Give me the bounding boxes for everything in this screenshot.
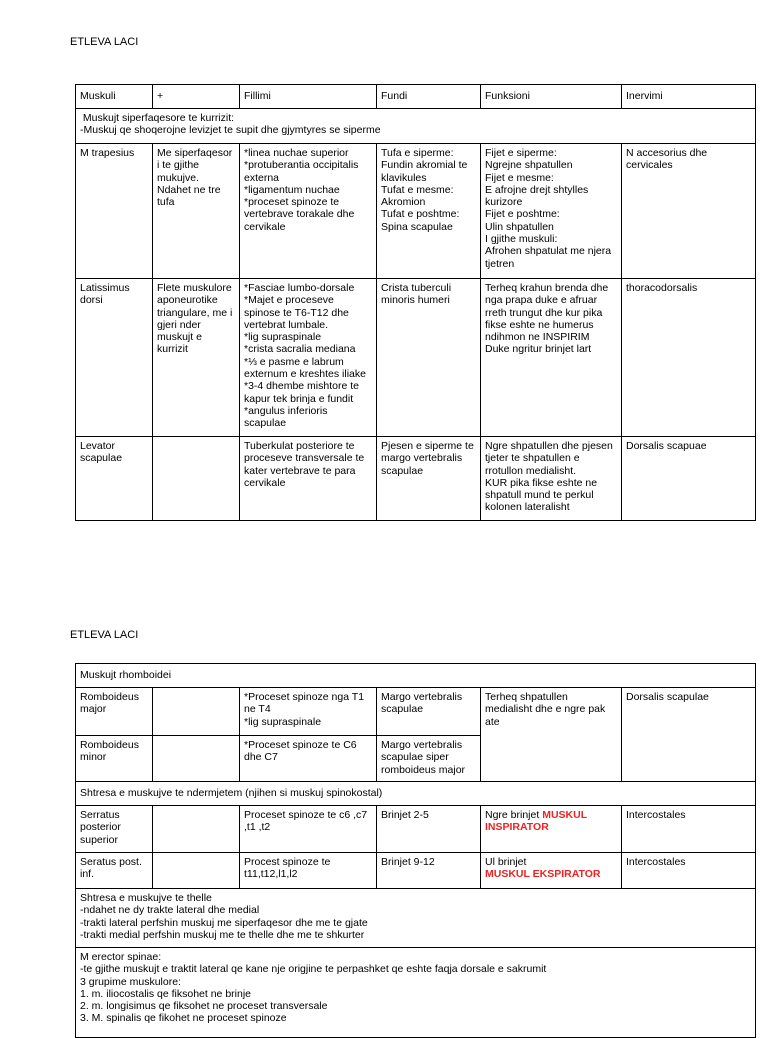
text-line: *crista sacralia mediana bbox=[244, 343, 356, 356]
text-line: dhe C7 bbox=[244, 751, 278, 764]
text-line: Pjesen e siperme te bbox=[381, 440, 474, 452]
funksioni-text: Ngre brinjet bbox=[485, 809, 543, 821]
text-line: Levator bbox=[80, 440, 116, 452]
text-line: inf. bbox=[80, 868, 95, 881]
col-header: Funksioni bbox=[481, 85, 622, 109]
section-row bbox=[76, 948, 756, 1038]
text-line: tufa bbox=[157, 196, 175, 209]
text-line: 2. m. longisimus qe fiksohet ne proceset transversale bbox=[80, 1000, 328, 1013]
cell-fundi bbox=[377, 853, 481, 889]
text-line: Tufat e poshtme: bbox=[381, 208, 460, 221]
text-line: proceseve transversale te bbox=[244, 452, 365, 465]
table-row bbox=[76, 144, 756, 279]
table-header-row bbox=[76, 85, 756, 109]
cell-inervimi bbox=[622, 144, 756, 279]
text-line: Flete muskulore bbox=[157, 282, 232, 294]
text-line: *ligamentum nuchae bbox=[244, 183, 340, 196]
section-row bbox=[76, 664, 756, 688]
text-line: *linea nuchae superior bbox=[244, 147, 349, 159]
col-header: Muskuli bbox=[76, 85, 153, 109]
cell-fillimi bbox=[240, 853, 377, 889]
text-line: Fijet e mesme: bbox=[485, 171, 554, 184]
text-line: Akromion bbox=[381, 196, 426, 209]
text-line: Fijet e siperme: bbox=[485, 147, 557, 159]
text-line: M erector spinae: bbox=[80, 951, 162, 963]
col-header: + bbox=[153, 85, 240, 109]
text-line: muskujt e bbox=[157, 331, 202, 344]
text-line: -trakti medial perfshin muskuj me te thelle dhe me te shkurter bbox=[80, 928, 365, 941]
section-cell: Muskujt rhomboidei bbox=[76, 664, 756, 688]
text-line: Intercostales bbox=[626, 856, 686, 868]
text-line: gjeri nder bbox=[157, 318, 201, 331]
table-row bbox=[76, 437, 756, 521]
text-line: minor bbox=[80, 751, 107, 764]
cell-plus bbox=[153, 853, 240, 889]
page-header-2: ETLEVA LACI bbox=[70, 629, 139, 641]
text-line: Ngre shpatullen dhe pjesen bbox=[485, 440, 613, 452]
cell-fillimi bbox=[240, 806, 377, 853]
text-line: kurizore bbox=[485, 196, 523, 209]
cell-fundi bbox=[377, 806, 481, 853]
text-line: mukujve. bbox=[157, 171, 200, 184]
text-line: minoris humeri bbox=[381, 294, 450, 307]
text-line: externa bbox=[244, 171, 280, 184]
text-line: scapulae bbox=[244, 417, 287, 430]
cell-muskuli bbox=[76, 144, 153, 279]
cell-muskuli bbox=[76, 279, 153, 437]
text-line: spinose te T6-T12 dhe bbox=[244, 306, 349, 319]
text-line: posterior bbox=[80, 821, 121, 834]
text-line: ne T4 bbox=[244, 703, 271, 716]
text-line: E afrojne drejt shtylles bbox=[485, 183, 589, 196]
text-line: *Majet e proceseve bbox=[244, 294, 334, 307]
text-line: fikse eshte ne humerus bbox=[485, 318, 594, 331]
text-line: rrotullon medialisht. bbox=[485, 464, 577, 477]
cell-fillimi bbox=[240, 144, 377, 279]
section-row bbox=[76, 109, 756, 144]
text-line: vertebrave torakale dhe bbox=[244, 208, 355, 221]
cell-fillimi bbox=[240, 437, 377, 521]
text-line: kater vertebrave te para bbox=[244, 464, 356, 477]
text-line: Dorsalis scapulae bbox=[626, 691, 709, 703]
section-cell bbox=[76, 889, 756, 948]
text-line: nga prapa duke e afruar bbox=[485, 294, 598, 307]
section-row bbox=[76, 889, 756, 948]
cell-inervimi bbox=[622, 437, 756, 521]
text-line: Muskujt siperfaqesore te kurrizit: bbox=[80, 112, 235, 124]
muscle-table-2 bbox=[75, 663, 756, 1038]
text-line: rreth trungut dhe kur pika bbox=[485, 306, 603, 319]
text-line: Tufa e siperme: bbox=[381, 147, 454, 159]
text-line: *lig supraspinale bbox=[244, 715, 322, 728]
text-line: *proceset spinoze te bbox=[244, 196, 340, 209]
text-line: Romboideus bbox=[80, 691, 139, 703]
text-line: scapulae bbox=[381, 464, 424, 477]
text-line: *3-4 dhembe mishtore te bbox=[244, 380, 359, 393]
cell-fillimi bbox=[240, 688, 377, 736]
col-header: Fillimi bbox=[240, 85, 377, 109]
text-line: Duke ngritur brinjet lart bbox=[485, 343, 592, 356]
col-header: Inervimi bbox=[622, 85, 756, 109]
text-line: Brinjet 9-12 bbox=[381, 856, 435, 868]
text-line: superior bbox=[80, 833, 118, 846]
cell-funksioni bbox=[481, 806, 622, 853]
table-row bbox=[76, 806, 756, 853]
cell-muskuli bbox=[76, 853, 153, 889]
text-line: i te gjithe bbox=[157, 159, 200, 172]
text-line: shpatull mund te perkul bbox=[485, 489, 594, 502]
cell-plus bbox=[153, 279, 240, 437]
cell-muskuli bbox=[76, 437, 153, 521]
text-line: Fijet e poshtme: bbox=[485, 208, 560, 221]
text-line: kapur tek brinja e fundit bbox=[244, 392, 354, 405]
text-line: t11,t12,l1,l2 bbox=[244, 868, 298, 881]
text-line: ndihmon ne INSPIRIM bbox=[485, 331, 590, 344]
text-line: kolonen lateralisht bbox=[485, 501, 570, 514]
ekspirator-label: MUSKUL EKSPIRATOR bbox=[485, 868, 601, 881]
text-line: scapulae siper bbox=[381, 751, 449, 764]
cell-fundi bbox=[377, 144, 481, 279]
text-line: *Fasciae lumbo-dorsale bbox=[244, 282, 355, 294]
funksioni-text: Ul brinjet bbox=[485, 856, 527, 868]
text-line: 1. m. iliocostalis qe fiksohet ne brinje bbox=[80, 987, 251, 1000]
text-line: M trapesius bbox=[80, 147, 135, 159]
section-row bbox=[76, 782, 756, 806]
text-line: scapulae bbox=[381, 703, 424, 716]
text-line: *⅓ e pasme e labrum bbox=[244, 355, 344, 368]
cell-fundi bbox=[377, 736, 481, 782]
text-line: Fundin akromial te bbox=[381, 159, 468, 172]
text-line: Ngrejne shpatullen bbox=[485, 159, 573, 172]
text-line: kurrizit bbox=[157, 343, 188, 356]
text-line: externum e kreshtes iliake bbox=[244, 368, 366, 381]
text-line: margo vertebralis bbox=[381, 452, 463, 465]
text-line: triangulare, me i bbox=[157, 306, 233, 319]
text-line: Serratus bbox=[80, 809, 120, 821]
text-line: I gjithe muskuli: bbox=[485, 233, 558, 246]
text-line: -Muskuj qe shoqerojne levizjet te supit dhe gjymtyres se siperme bbox=[80, 124, 381, 137]
text-line: *Proceset spinoze nga T1 bbox=[244, 691, 365, 703]
text-line: cervicales bbox=[626, 159, 673, 172]
text-line: tjeter te shpatullen e bbox=[485, 452, 580, 465]
text-line: medialisht dhe e ngre pak bbox=[485, 703, 606, 716]
text-line: Intercostales bbox=[626, 809, 686, 821]
cell-plus bbox=[153, 688, 240, 736]
cell-funksioni bbox=[481, 688, 622, 782]
cell-inervimi bbox=[622, 853, 756, 889]
section-cell bbox=[76, 109, 756, 144]
text-line: aponeurotike bbox=[157, 294, 218, 307]
text-line: Afrohen shpatulat me njera bbox=[485, 245, 612, 258]
cell-funksioni bbox=[481, 279, 622, 437]
text-line: thoracodorsalis bbox=[626, 282, 698, 294]
cell-fillimi bbox=[240, 279, 377, 437]
cell-inervimi bbox=[622, 688, 756, 782]
cell-fundi bbox=[377, 688, 481, 736]
text-line: Procest spinoze te bbox=[244, 856, 331, 868]
text-line: Proceset spinoze te c6 ,c7 bbox=[244, 809, 368, 821]
text-line: Seratus post. bbox=[80, 856, 142, 868]
inspirator-label: MUSKUL INSPIRATOR bbox=[485, 809, 587, 834]
text-line: Margo vertebralis bbox=[381, 691, 463, 703]
cell-funksioni bbox=[481, 853, 622, 889]
text-line: Tufat e mesme: bbox=[381, 183, 454, 196]
text-line: klavikules bbox=[381, 171, 427, 184]
text-line: *Proceset spinoze te C6 bbox=[244, 739, 357, 751]
cell-muskuli bbox=[76, 806, 153, 853]
text-line: -te gjithe muskujt e traktit lateral qe kane nje origjine te perpashket qe eshte faqja dorsale e sakrumit bbox=[80, 963, 547, 976]
cell-plus bbox=[153, 144, 240, 279]
cell-fundi bbox=[377, 279, 481, 437]
text-line: ,t1 ,t2 bbox=[244, 821, 271, 834]
section-cell bbox=[76, 948, 756, 1038]
text-line: cervikale bbox=[244, 476, 286, 489]
page-header-1: ETLEVA LACI bbox=[70, 36, 139, 48]
text-line: Romboideus bbox=[80, 739, 139, 751]
text-line: cervikale bbox=[244, 220, 286, 233]
text-line: Latissimus bbox=[80, 282, 130, 294]
text-line: Brinjet 2-5 bbox=[381, 809, 429, 821]
text-line: Terheq shpatullen bbox=[485, 691, 568, 703]
text-line: Tuberkulat posteriore te bbox=[244, 440, 355, 452]
text-line: N accesorius dhe bbox=[626, 147, 708, 159]
cell-plus bbox=[153, 437, 240, 521]
cell-fillimi bbox=[240, 736, 377, 782]
section-cell: Shtresa e muskujve te ndermjetem (njihen si muskuj spinokostal) bbox=[76, 782, 756, 806]
text-line: Spina scapulae bbox=[381, 220, 453, 233]
cell-inervimi bbox=[622, 806, 756, 853]
text-line: Dorsalis scapuae bbox=[626, 440, 707, 452]
text-line: KUR pika fikse eshte ne bbox=[485, 476, 598, 489]
text-line: 3 grupime muskulore: bbox=[80, 975, 181, 988]
col-header: Fundi bbox=[377, 85, 481, 109]
text-line: Crista tuberculi bbox=[381, 282, 452, 294]
text-line: vertebrat lumbale. bbox=[244, 318, 329, 331]
cell-muskuli bbox=[76, 736, 153, 782]
text-line: tjetren bbox=[485, 257, 515, 270]
cell-muskuli bbox=[76, 688, 153, 736]
text-line: major bbox=[80, 703, 107, 716]
cell-inervimi bbox=[622, 279, 756, 437]
table-row bbox=[76, 279, 756, 437]
text-line: Me siperfaqesor bbox=[157, 147, 233, 159]
text-line: *angulus inferioris bbox=[244, 404, 328, 417]
text-line: ate bbox=[485, 715, 500, 728]
text-line: Margo vertebralis bbox=[381, 739, 463, 751]
text-line: dorsi bbox=[80, 294, 103, 307]
text-line: Terheq krahun brenda dhe bbox=[485, 282, 609, 294]
text-line: scapulae bbox=[80, 452, 123, 465]
cell-plus bbox=[153, 806, 240, 853]
text-line: romboideus major bbox=[381, 763, 466, 776]
text-line: -trakti lateral perfshin muskuj me siperfaqesor dhe me te gjate bbox=[80, 916, 368, 929]
table-row bbox=[76, 688, 756, 736]
text-line: Shtresa e muskujve te thelle bbox=[80, 892, 212, 904]
text-line: Ndahet ne tre bbox=[157, 183, 221, 196]
table-row bbox=[76, 853, 756, 889]
muscle-table-1 bbox=[75, 84, 756, 521]
cell-plus bbox=[153, 736, 240, 782]
text-line: *protuberantia occipitalis bbox=[244, 159, 359, 172]
text-line: 3. M. spinalis qe fikohet ne proceset spinoze bbox=[80, 1012, 287, 1025]
cell-fundi bbox=[377, 437, 481, 521]
cell-funksioni bbox=[481, 437, 622, 521]
text-line: *lig supraspinale bbox=[244, 331, 322, 344]
text-line: -ndahet ne dy trakte lateral dhe medial bbox=[80, 904, 260, 917]
cell-funksioni bbox=[481, 144, 622, 279]
text-line: Ulin shpatullen bbox=[485, 220, 554, 233]
